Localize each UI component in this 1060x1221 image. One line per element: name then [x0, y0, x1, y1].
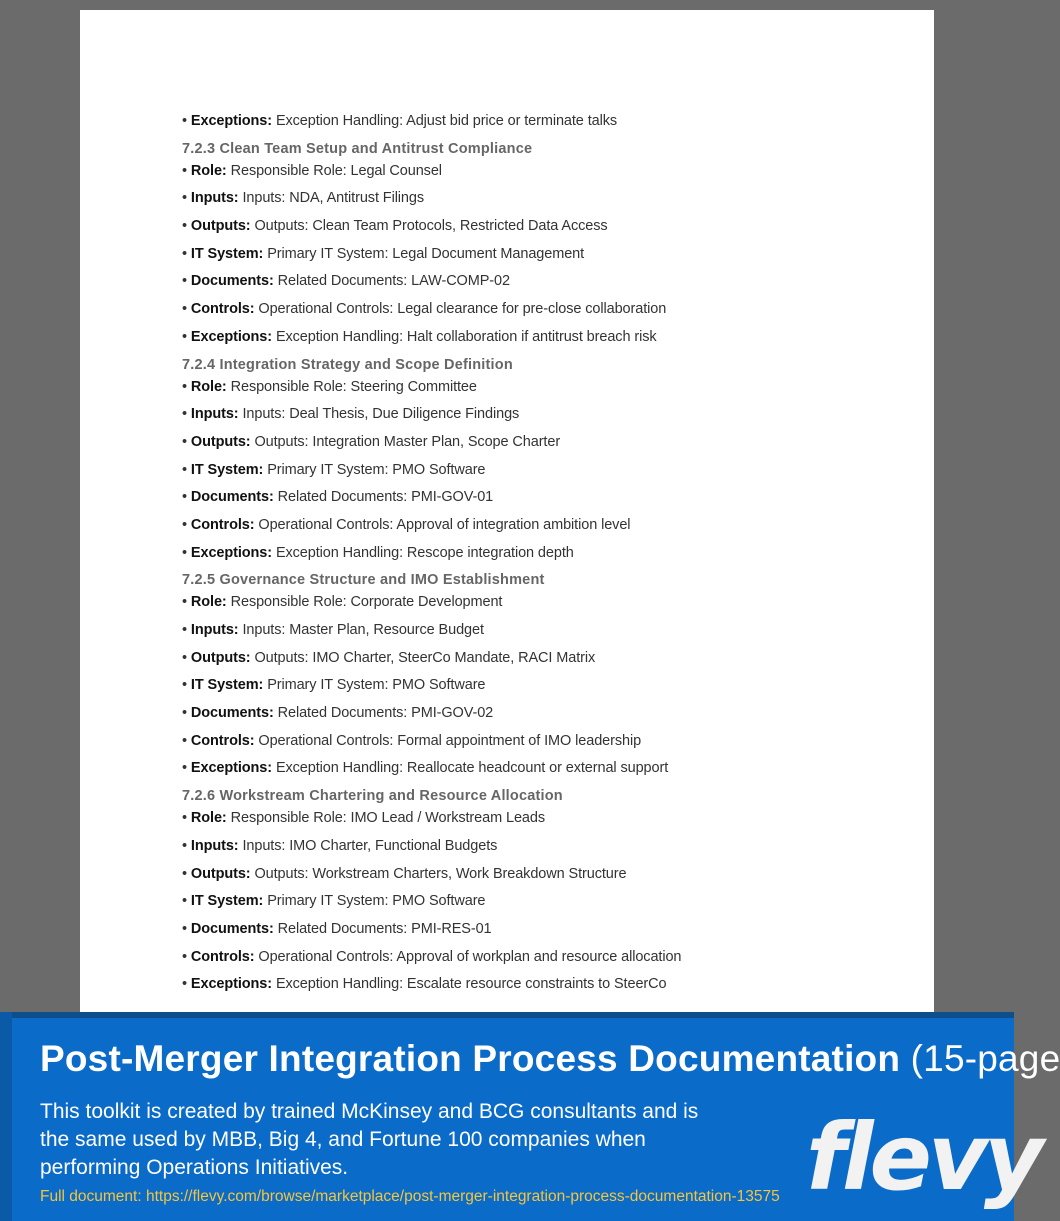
bullet-text: Primary IT System: Legal Document Management [267, 245, 585, 262]
bullet-text: Exception Handling: Reallocate headcount or external support [275, 760, 669, 777]
bullet-label: Inputs: [190, 837, 239, 854]
bullet-label: Role: [190, 810, 227, 827]
bullet-label: Exceptions: [190, 760, 272, 777]
bullet-label: IT System: [190, 245, 264, 262]
bullet-text: Inputs: NDA, Antitrust Filings [242, 190, 425, 207]
document-content [182, 111, 882, 1002]
banner-top-border [0, 1012, 1014, 1018]
bullet-text: Responsible Role: IMO Lead / Workstream Leads [230, 810, 545, 827]
bullet-item: • Outputs: Outputs: Clean Team Protocols, Restricted Data Access [182, 218, 608, 235]
bullet-text: Responsible Role: Steering Committee [230, 378, 477, 395]
bullet-label: Outputs: [190, 218, 251, 235]
section-title: 7.2.4 Integration Strategy and Scope Definition [182, 356, 513, 373]
section-title: 7.2.3 Clean Team Setup and Antitrust Compliance [182, 140, 533, 157]
bullet-item: • IT System: Primary IT System: Legal Document Management [182, 245, 585, 262]
bullet-label: Exceptions: [190, 544, 272, 561]
bullet-item: • Documents: Related Documents: PMI-GOV-01 [182, 489, 494, 506]
full-document-link[interactable]: Full document: https://flevy.com/browse/marketplace/post-merger-integration-process-documentation-13575 [40, 1188, 780, 1205]
bullet-label: Controls: [190, 516, 255, 533]
bullet-text: Outputs: Integration Master Plan, Scope Charter [254, 433, 561, 450]
bullet-item: • Inputs: Inputs: NDA, Antitrust Filings [182, 190, 425, 207]
bullet-item: • IT System: Primary IT System: PMO Software [182, 461, 486, 478]
bullet-item: • Inputs: Inputs: Master Plan, Resource Budget [182, 622, 484, 638]
bullet-text: Primary IT System: PMO Software [267, 461, 486, 478]
bullet-text: Related Documents: PMI-GOV-01 [277, 489, 494, 506]
bullet-item: • Documents: Related Documents: PMI-GOV-02 [182, 705, 494, 722]
bullet-item: • IT System: Primary IT System: PMO Software [182, 893, 486, 910]
bullet-label: IT System: [190, 461, 264, 478]
bullet-label: Documents: [190, 273, 274, 290]
bullet-item: • Controls: Operational Controls: Legal clearance for pre-close collaboration [182, 301, 667, 318]
bullet-item: • Role: Responsible Role: Legal Counsel [182, 162, 442, 179]
bullet-label: Role: [190, 162, 227, 179]
bullet-text: Inputs: Deal Thesis, Due Diligence Findings [242, 406, 520, 423]
bullet-text: Operational Controls: Approval of integration ambition level [258, 516, 631, 533]
bullet-label: Exceptions: [190, 113, 272, 129]
bullet-item: • IT System: Primary IT System: PMO Software [182, 677, 486, 694]
bullet-label: Inputs: [190, 622, 239, 638]
bullet-label: IT System: [190, 677, 264, 694]
bullet-text: Outputs: Workstream Charters, Work Breakdown Structure [254, 865, 627, 882]
bullet-item: • Role: Responsible Role: Steering Committee [182, 378, 477, 395]
bullet-item: • Inputs: Inputs: IMO Charter, Functional Budgets [182, 837, 498, 854]
banner-title-suffix: (15-page [910, 1038, 1060, 1079]
bullet-item: • Controls: Operational Controls: Approval of integration ambition level [182, 516, 631, 533]
bullet-item: • Role: Responsible Role: IMO Lead / Workstream Leads [182, 810, 545, 827]
bullet-label: Documents: [190, 705, 274, 722]
bullet-text: Operational Controls: Legal clearance for pre-close collaboration [258, 301, 667, 318]
bullet-item: • Exceptions: Exception Handling: Escalate resource constraints to SteerCo [182, 976, 667, 993]
bullet-item: • Role: Responsible Role: Corporate Development [182, 594, 503, 611]
bullet-text: Inputs: IMO Charter, Functional Budgets [242, 837, 498, 854]
banner-title-main: Post-Merger Integration Process Documentation [40, 1038, 901, 1079]
bullet-text: Related Documents: PMI-RES-01 [277, 920, 492, 937]
bullet-text: Outputs: Clean Team Protocols, Restricted Data Access [254, 218, 608, 235]
bullet-label: Outputs: [190, 649, 251, 666]
bullet-label: Inputs: [190, 190, 239, 207]
bullet-text: Inputs: Master Plan, Resource Budget [242, 622, 484, 638]
bullet-text: Exception Handling: Adjust bid price or terminate talks [275, 113, 618, 129]
bullet-label: IT System: [190, 893, 264, 910]
bullet-item: • Controls: Operational Controls: Approval of workplan and resource allocation [182, 948, 682, 965]
bullet-label: Role: [190, 594, 227, 611]
bullet-label: Documents: [190, 489, 274, 506]
bullet-item: • Inputs: Inputs: Deal Thesis, Due Diligence Findings [182, 406, 520, 423]
bullet-label: Role: [190, 378, 227, 395]
bullet-label: Inputs: [190, 406, 239, 423]
bullet-label: Controls: [190, 948, 255, 965]
bullet-text: Outputs: IMO Charter, SteerCo Mandate, RACI Matrix [254, 649, 596, 666]
banner-title [40, 1038, 1060, 1080]
section-title: 7.2.6 Workstream Chartering and Resource Allocation [182, 788, 563, 805]
bullet-item: • Outputs: Outputs: IMO Charter, SteerCo Mandate, RACI Matrix [182, 649, 596, 666]
bullet-text: Operational Controls: Formal appointment of IMO leadership [258, 732, 642, 749]
flevy-logo[interactable]: flevy [806, 1104, 1040, 1211]
bullet-label: Exceptions: [190, 328, 272, 345]
bullet-item: • Exceptions: Exception Handling: Halt collaboration if antitrust breach risk [182, 328, 657, 345]
bullet-text: Responsible Role: Corporate Development [230, 594, 503, 611]
bullet-text: Exception Handling: Rescope integration depth [275, 544, 574, 561]
bullet-label: Controls: [190, 301, 255, 318]
section-title: 7.2.5 Governance Structure and IMO Establishment [182, 572, 545, 589]
bullet-text: Exception Handling: Halt collaboration if antitrust breach risk [275, 328, 657, 345]
bullet-label: Outputs: [190, 865, 251, 882]
banner-description: This toolkit is created by trained McKinsey and BCG consultants and is the same used by MBB, Big 4, and Fortune 100 companies when performing Operations Initiatives. [40, 1100, 699, 1179]
bullet-text: Responsible Role: Legal Counsel [230, 162, 442, 179]
bullet-text: Related Documents: PMI-GOV-02 [277, 705, 494, 722]
bullet-label: Controls: [190, 732, 255, 749]
bullet-item: • Outputs: Outputs: Integration Master Plan, Scope Charter [182, 433, 561, 450]
bullet-label: Exceptions: [190, 976, 272, 993]
banner-left-bar [0, 1012, 12, 1221]
bullet-text: Exception Handling: Escalate resource constraints to SteerCo [275, 976, 667, 993]
promo-banner [0, 1012, 1060, 1221]
bullet-lead-exceptions: • Exceptions: Exception Handling: Adjust bid price or terminate talks [182, 113, 618, 129]
bullet-item: • Documents: Related Documents: LAW-COMP-02 [182, 273, 510, 290]
document-page [80, 10, 934, 1020]
bullet-label: Outputs: [190, 433, 251, 450]
bullet-text: Related Documents: LAW-COMP-02 [277, 273, 510, 290]
bullet-text: Primary IT System: PMO Software [267, 893, 486, 910]
bullet-item: • Exceptions: Exception Handling: Rescope integration depth [182, 544, 574, 561]
bullet-item: • Outputs: Outputs: Workstream Charters, Work Breakdown Structure [182, 865, 627, 882]
bullet-text: Primary IT System: PMO Software [267, 677, 486, 694]
bullet-label: Documents: [190, 920, 274, 937]
bullet-item: • Exceptions: Exception Handling: Reallocate headcount or external support [182, 760, 669, 777]
bullet-item: • Documents: Related Documents: PMI-RES-01 [182, 920, 492, 937]
bullet-item: • Controls: Operational Controls: Formal appointment of IMO leadership [182, 732, 642, 749]
bullet-text: Operational Controls: Approval of workplan and resource allocation [258, 948, 682, 965]
